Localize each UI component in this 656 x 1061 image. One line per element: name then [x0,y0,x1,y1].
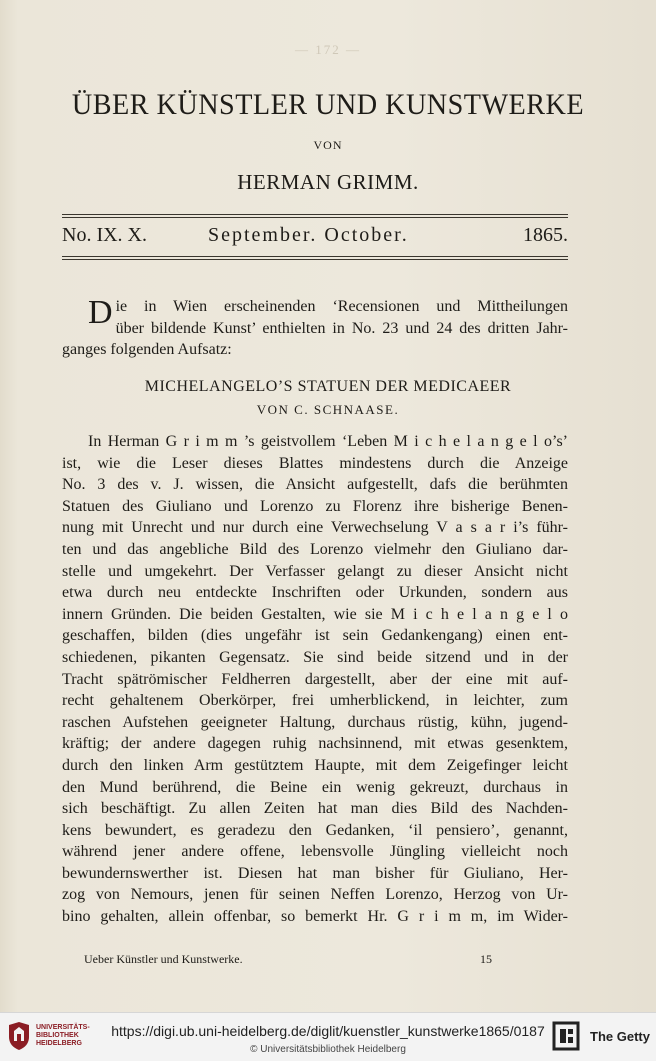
viewer-footer-bar [0,1012,656,1061]
partner-name: The Getty [590,1029,650,1044]
body-line: raschen Aufstehen geeigneter Haltung, durchaus rüstig, kühn, jugend- [62,713,568,731]
permalink-url[interactable]: https://digi.ub.uni-heidelberg.de/diglit/kuenstler_kunstwerke1865/0187 [111,1023,545,1039]
body-line: ist, wie die Leser dieses Blattes mindestens durch die Anzeige [62,454,568,472]
body-line: etwa durch neu entdeckte Inschriften oder Urkunden, sondern aus [62,584,568,602]
body-line: zog von Nemours, jenen für seinen Neffen Lorenzo, Herzog von Ur- [62,886,568,904]
body-line: durch den linken Arm gestütztem Haupte, mit dem Zeigefinger leicht [62,756,568,774]
rule-bottom-1 [62,256,568,257]
von-label: VON [313,138,343,152]
intro-line: Die in Wien erscheinenden ‘Recensionen und Mittheilungen [88,294,568,331]
body-line: innern Gründen. Die beiden Gestalten, wie sie M i c h e l a n g e l o [62,605,568,623]
body-line: den Mund berührend, die Beine ein wenig gekreuzt, durchaus in [62,778,568,796]
body-line: No. 3 des v. J. wissen, die Ansicht aufgestellt, dafs die berühmten [62,476,568,494]
body-line: In Herman G r i m m ’s geistvollem ‘Leben M i c h e l a n g e l o’s’ [88,433,568,450]
issue-number: No. IX. X. [62,224,147,246]
drop-cap: D [88,294,113,331]
footer-sheet-number: 15 [480,952,492,966]
intro-line: ganges folgenden Aufsatz: [62,341,232,359]
body-line: bewundernswerther ist. Diesen hat man bisher für Giuliano, Her- [62,864,568,882]
institution-name: UNIVERSITÄTS- BIBLIOTHEK HEIDELBERG [36,1024,90,1047]
body-line: schiedenen, pikanten Gegensatz. Sie sind beide sitzend und in der [62,648,568,666]
article-heading: MICHELANGELO’S STATUEN DER MEDICAEER [144,378,512,395]
issue-line [62,224,568,252]
book-title: ÜBER KÜNSTLER UND KUNSTWERKE [71,88,585,121]
body-line: kens bewundert, es geradezu den Gedanken, ‘il pensiero’, genannt, [62,821,568,839]
rule-bottom-2 [62,259,568,260]
body-line: geschaffen, bilden (dies ungefähr ist sein Gedankengang) einen ent- [62,627,568,645]
issue-date: September. October. [208,224,409,246]
intro-paragraph [62,296,568,361]
body-line: Tracht spätrömischer Feldherren dargestellt, aber der eine mit auf- [62,670,568,688]
body-line: kräftig; der andere dagegen ruhig nachsinnend, mit etwas gesenktem, [62,735,568,753]
author-name: HERMAN GRIMM. [237,170,419,194]
rule-top-2 [62,217,568,218]
intro-line: über bildende Kunst’ enthielten in No. 23 und 24 des dritten Jahr- [115,319,568,337]
article-byline: VON C. SCHNAASE. [256,402,400,417]
copyright-notice: © Universitätsbibliothek Heidelberg [250,1044,406,1055]
body-line: während jener andere offene, lebensvolle Jüngling vielleicht noch [62,843,568,861]
body-line: bino gehalten, allein offenbar, so bemerkt Hr. G r i m m, im Wider- [62,908,568,926]
body-line: recht gehaltenem Oberkörper, frei umherblickend, in leichter, zum [62,692,568,710]
body-line: Statuen des Giuliano und Lorenzo zu Florenz ihre bisherige Benen- [62,497,568,515]
faint-page-number: — 172 — [295,42,361,57]
article-body [62,431,568,928]
getty-logo-icon [552,1021,580,1051]
body-line: stelle und umgekehrt. Der Verfasser gelangt zu dieser Ansicht nicht [62,562,568,580]
footer-signature: Ueber Künstler und Kunstwerke. [84,952,243,966]
issue-year: 1865. [523,224,568,246]
rule-top-1 [62,214,568,215]
body-line: ten und das angebliche Bild des Lorenzo vielmehr den Giuliano dar- [62,540,568,558]
body-line: nung mit Unrecht und nur durch eine Verwechselung V a s a r i’s führ- [62,519,568,537]
body-line: sich beschäftigt. Zu allen Zeiten hat man dies Bild des Nachden- [62,800,568,818]
